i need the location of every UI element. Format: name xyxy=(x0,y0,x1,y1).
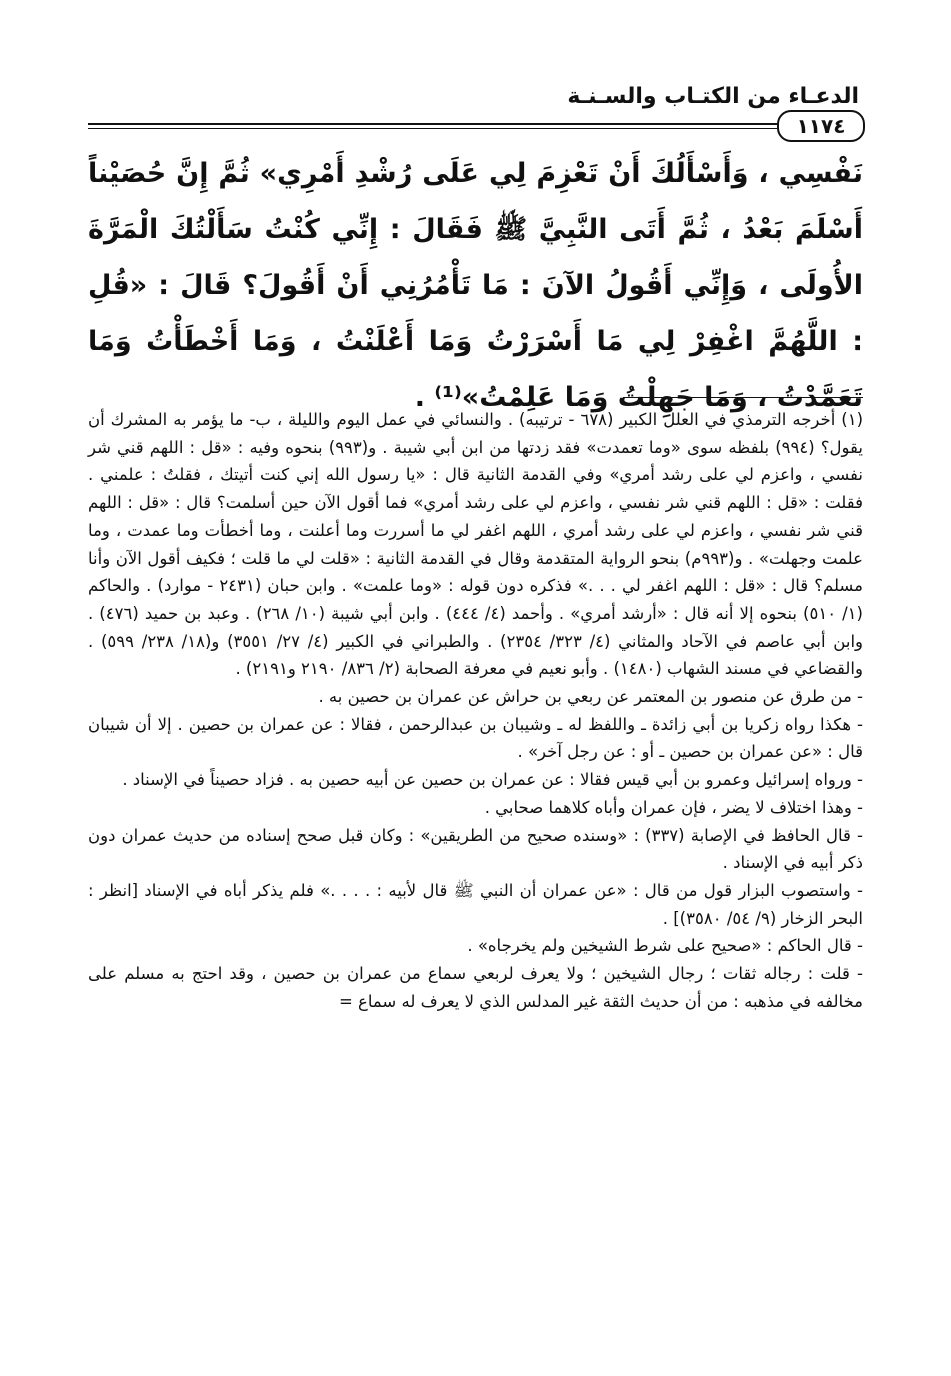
running-title: الدعـاء من الكتـاب والسـنـة xyxy=(567,84,859,109)
footnote-line: - ورواه إسرائيل وعمرو بن أبي قيس فقالا : عن عمران بن حصين عن أبيه حصين به . فزاد حصيناً في الإسناد . xyxy=(122,770,863,790)
header-rule xyxy=(88,123,781,129)
footnote-separator xyxy=(623,397,863,398)
footnote-line: - قال الحافظ في الإصابة (٣٣٧) : «وسنده صحيح من الطريقين» : وكان قبل صحح إسناده من حديث عمران دون ذكر أبيه في الإسناد . xyxy=(88,825,863,873)
footnote-line: - واستصوب البزار قول من قال : «عن عمران أن النبي ﷺ قال لأبيه : . . . .» فلم يذكر أباه في الإسناد [انظر : البحر الزخار (٩/ ٥٤/ ٣٥٨٠)] . xyxy=(88,880,863,928)
footnote-line: - قال الحاكم : «صحيح على شرط الشيخين ولم يخرجاه» . xyxy=(467,936,863,956)
footnote-1: (١) أخرجه الترمذي في العلل الكبير (٦٧٨ - ترتيبه) . والنسائي في عمل اليوم والليلة ، ب- ما يؤمر به المشرك أن يقول؟ (٩٩٤) بلفظه سوى «وما تعمدت» فقد زدتها من ابن أبي شيبة . و(٩٩٣) بنحوه وفيه : «قل : اللهم قني شر نفسي ، واعزم لي على رشد أمري» وفي القدمة الثانية قال : «يا رسول الله إني كنت أتيتك ، فقلتُ : علمني . فقلت : «قل : اللهم قني شر نفسي ، واعزم لي على رشد أمري» فما أقول الآن حين أسلمت؟ قال : «قل : اللهم قني شر نفسي ، واعزم لي على رشد أمري ، اللهم اغفر لي ما أسررت وما أعلنت ، وما أخطأت وما عمدت ، وما علمت وجهلت» . و(٩٩٣م) بنحو الرواية المتقدمة وقال في القدمة الثانية : «قلت لي ما قلت ؛ فكيف أقول الآن وأنا مسلم؟ قال : «قل : اللهم اغفر لي . . .» فذكره دون قوله : «وما علمت» . وابن حبان (٢٤٣١ - موارد) . والحاكم (١/ ٥١٠) بنحوه إلا أنه قال : «أرشد أمري» . وأحمد (٤/ ٤٤٤) . وابن أبي شيبة (١٠/ ٢٦٨) . وعبد بن حميد (٤٧٦) . وابن أبي عاصم في الآحاد والمثاني (٤/ ٣٢٣/ ٢٣٥٤) . والطبراني في الكبير (٤/ ٢٧/ ٣٥٥١) و(١٨/ ٢٣٨/ ٥٩٩) . والقضاعي في مسند الشهاب (١٤٨٠) . وأبو نعيم في معرفة الصحابة (٢/ ٨٣٦/ ٢١٩٠ و٢١٩١) . xyxy=(88,410,864,679)
footnote-line: - من طرق عن منصور بن المعتمر عن ربعي بن حراش عن عمران بن حصين به . xyxy=(318,687,863,707)
main-paragraph: نَفْسِي ، وَأَسْأَلُكَ أَنْ تَعْزِمَ لِي عَلَى رُشْدِ أَمْرِي» ثُمَّ إِنَّ حُصَيْناً أَسْلَمَ بَعْدُ ، ثُمَّ أَتَى النَّبِيَّ ﷺ فَقَالَ : إِنِّي كُنْتُ سَأَلْتُكَ الْمَرَّةَ الأُولَى ، وَإِنِّي أَقُولُ الآنَ : مَا تَأْمُرُنِي أَنْ أَقُولَ؟ قَالَ : «قُلِ : اللَّهُمَّ اغْفِرْ لِي مَا أَسْرَرْتُ وَمَا أَعْلَنْتُ ، وَمَا أَخْطَأْتُ وَمَا تَعَمَّدْتُ ، وَمَا جَهِلْتُ وَمَا عَلِمْتُ»⁽¹⁾ . xyxy=(88,158,863,413)
main-text-block xyxy=(88,146,863,426)
footnote-line: - هكذا رواه زكريا بن أبي زائدة ـ واللفظ له ـ وشيبان بن عبدالرحمن ، فقالا : عن عمران بن حصين . إلا أن شيبان قال : «عن عمران بن حصين ـ أو : عن رجل آخر» . xyxy=(88,714,863,762)
footnote-line: - قلت : رجاله ثقات ؛ رجال الشيخين ؛ ولا يعرف لربعي سماع من عمران بن حصين ، وقد احتج به مسلم على مخالفه في مذهبه : من أن حديث الثقة غير المدلس الذي لا يعرف له سماع = xyxy=(88,964,863,1011)
footnote-line: - وهذا اختلاف لا يضر ، فإن عمران وأباه كلاهما صحابي . xyxy=(484,797,863,817)
page-number: ١١٧٤ xyxy=(777,110,865,142)
footnotes-block xyxy=(88,406,863,1015)
